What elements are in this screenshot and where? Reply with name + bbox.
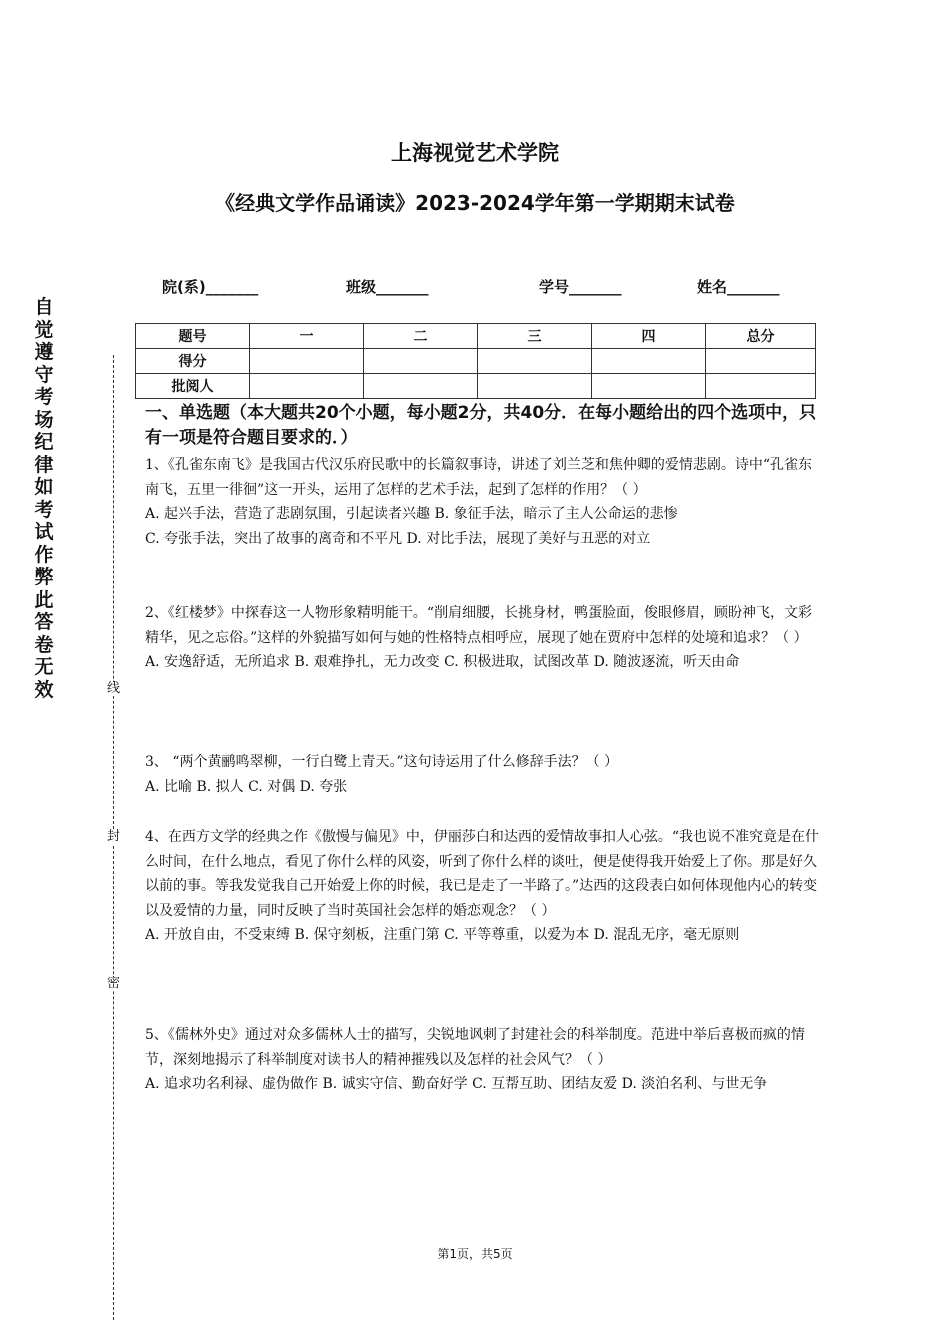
- grader-row: [136, 374, 816, 399]
- page-footer: 第1页，共5页: [437, 1247, 513, 1261]
- question-options: A. 开放自由，不受束缚 B. 保守刻板，注重门第 C. 平等尊重，以爱为本 D. 混乱无序，毫无原则: [145, 927, 740, 943]
- notice-char: 遵: [34, 341, 54, 363]
- exam-title: 《经典文学作品诵读》2023-2024学年第一学期期末试卷: [215, 191, 735, 215]
- question-5: [145, 1023, 825, 1097]
- question-options: C. 夸张手法，突出了故事的离奇和不平凡 D. 对比手法，展现了美好与丑恶的对立: [145, 530, 651, 547]
- notice-char: 觉: [34, 318, 54, 341]
- notice-char: 弊: [34, 566, 54, 588]
- notice-char: 自: [34, 296, 54, 318]
- question-options: A. 安逸舒适，无所追求 B. 艰难挣扎，无力改变 C. 积极进取，试图改革 D. 随波逐流，听天由命: [145, 654, 740, 670]
- department-field[interactable]: 院(系)_______: [162, 278, 259, 296]
- question-stem: 3、 “两个黄鹂鸣翠柳，一行白鹭上青天。”这句诗运用了什么修辞手法？（ ）: [145, 754, 619, 770]
- notice-char: 此: [34, 588, 54, 611]
- grader-cell[interactable]: [364, 374, 478, 399]
- table-header-cell: 四: [592, 324, 706, 349]
- question-1: [145, 453, 825, 551]
- student-id-field[interactable]: 学号_______: [539, 278, 622, 296]
- notice-char: 律: [34, 453, 54, 476]
- question-stem: 5、《儒林外史》通过对众多儒林人士的描写，尖锐地讽刺了封建社会的科举制度。范进中举后喜极而疯的情节，深刻地揭示了科举制度对读书人的精神摧残以及怎样的社会风气？（ ）: [145, 1027, 805, 1068]
- question-4: [145, 825, 825, 948]
- question-stem: 4、在西方文学的经典之作《傲慢与偏见》中，伊丽莎白和达西的爱情故事扣人心弦。“我也说不准究竟是在什么时间，在什么地点，看见了你什么样的风姿，听到了你什么样的谈吐，便是使得我开始爱上了你。那是好久以前的事。等我发觉我自己开始爱上你的时候，我已是走了一半路了。”达西的这段表白如何体现他内心的转变以及爱情的力量，同时反映了当时英国社会怎样的婚恋观念？（ ）: [145, 829, 820, 919]
- name-field[interactable]: 姓名_______: [697, 278, 780, 296]
- table-header-cell: 总分: [706, 324, 816, 349]
- table-header-cell: 一: [250, 324, 364, 349]
- notice-char: 无: [34, 656, 54, 678]
- class-field[interactable]: 班级_______: [346, 278, 429, 296]
- table-header-cell: 题号: [136, 324, 250, 349]
- table-header-cell: 二: [364, 324, 478, 349]
- question-stem: 2、《红楼梦》中探春这一人物形象精明能干。“削肩细腰，长挑身材，鸭蛋脸面，俊眼修眉，顾盼神飞，文彩精华，见之忘俗。”这样的外貌描写如何与她的性格特点相呼应，展现了她在贾府中怎样的处境和追求？（ ）: [145, 605, 813, 646]
- school-name: 上海视觉艺术学院: [391, 141, 559, 165]
- section-one-heading: 一、单选题（本大题共20个小题，每小题2分，共40分．在每小题给出的四个选项中，只有一项是符合题目要求的．）: [145, 403, 817, 448]
- score-cell[interactable]: [250, 349, 364, 374]
- score-cell[interactable]: [706, 349, 816, 374]
- score-table: [135, 323, 816, 399]
- notice-char: 考: [34, 498, 54, 521]
- score-cell[interactable]: [592, 349, 706, 374]
- notice-char: 效: [34, 678, 54, 701]
- grader-cell[interactable]: [478, 374, 592, 399]
- score-cell[interactable]: [478, 349, 592, 374]
- question-options: A. 起兴手法，营造了悲剧氛围，引起读者兴趣 B. 象征手法，暗示了主人公命运的悲惨: [145, 506, 678, 522]
- notice-char: 试: [34, 521, 54, 543]
- question-stem: 1、《孔雀东南飞》是我国古代汉乐府民歌中的长篇叙事诗，讲述了刘兰芝和焦仲卿的爱情悲剧。诗中“孔雀东南飞，五里一徘徊”这一开头，运用了怎样的艺术手法，起到了怎样的作用？（ ）: [145, 457, 813, 498]
- notice-char: 如: [34, 476, 54, 498]
- question-options: A. 追求功名利禄、虚伪做作 B. 诚实守信、勤奋好学 C. 互帮互助、团结友爱 D. 淡泊名利、与世无争: [145, 1076, 768, 1092]
- notice-char: 作: [34, 543, 54, 566]
- row-label: 批阅人: [136, 374, 250, 399]
- notice-char: 考: [34, 386, 54, 408]
- notice-char: 卷: [34, 633, 54, 656]
- question-options: A. 比喻 B. 拟人 C. 对偶 D. 夸张: [145, 778, 348, 795]
- row-label: 得分: [136, 349, 250, 374]
- question-3: [145, 750, 825, 799]
- grader-cell[interactable]: [250, 374, 364, 399]
- side-exam-notice: [33, 296, 55, 701]
- grader-cell[interactable]: [706, 374, 816, 399]
- grader-cell[interactable]: [592, 374, 706, 399]
- binding-mark-secret: 密: [107, 976, 121, 991]
- notice-char: 答: [34, 611, 54, 633]
- score-cell[interactable]: [364, 349, 478, 374]
- question-2: [145, 601, 825, 675]
- binding-mark-seal: 封: [107, 829, 121, 844]
- notice-char: 纪: [34, 431, 54, 453]
- score-row: [136, 349, 816, 374]
- binding-mark-line: 线: [107, 681, 121, 696]
- score-table-header-row: [136, 324, 816, 349]
- notice-char: 守: [34, 363, 54, 386]
- table-header-cell: 三: [478, 324, 592, 349]
- notice-char: 场: [34, 408, 54, 431]
